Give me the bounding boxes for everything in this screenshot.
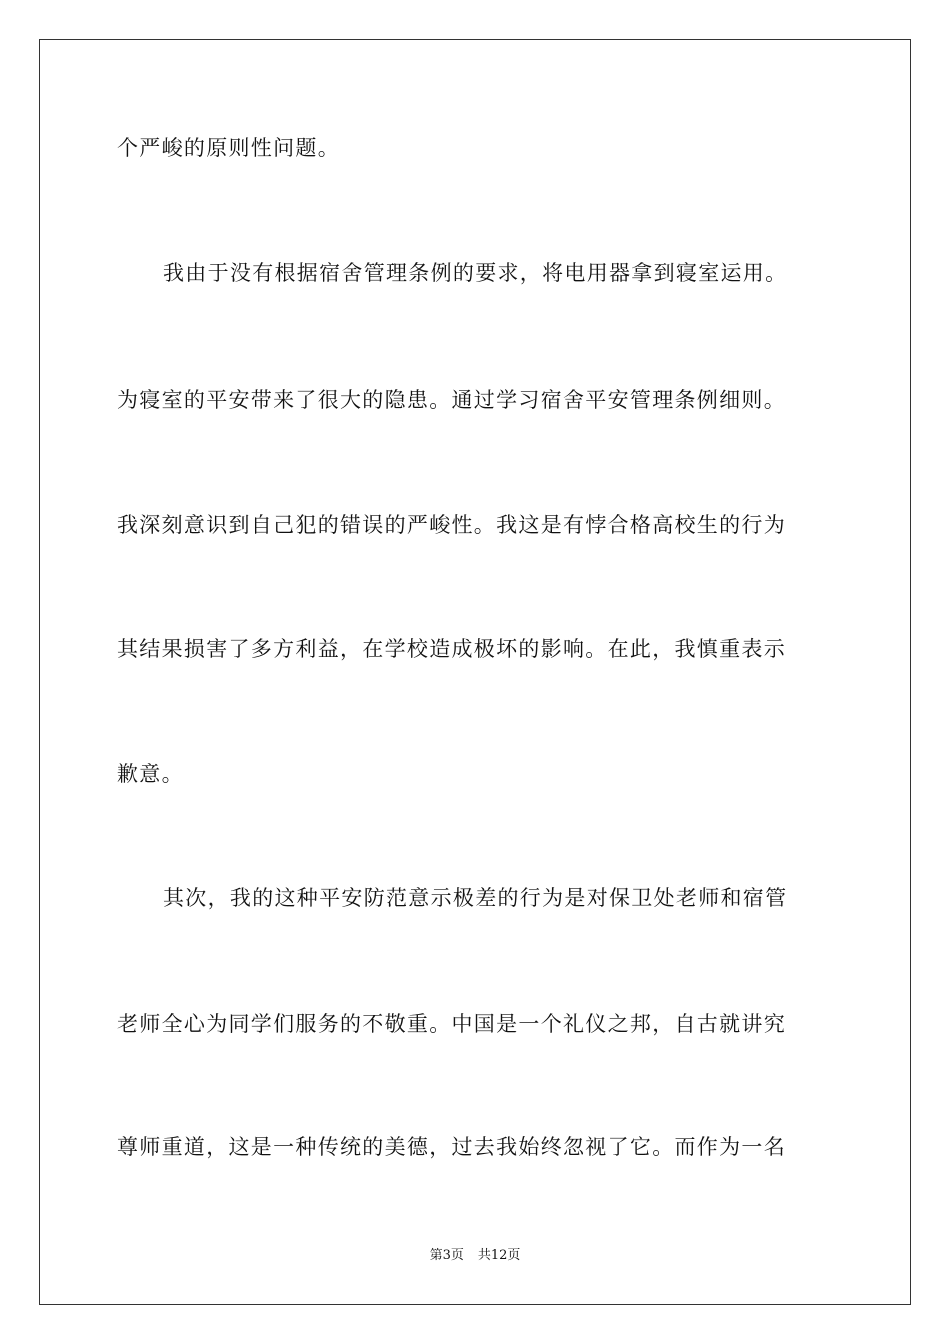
text-line: 老师全心为同学们服务的不敬重。中国是一个礼仪之邦，自古就讲究 bbox=[117, 1012, 786, 1036]
page-number: 第3页 bbox=[429, 1248, 464, 1263]
text-line: 其次，我的这种平安防范意示极差的行为是对保卫处老师和宿管 bbox=[163, 886, 788, 910]
page-border bbox=[39, 39, 911, 1305]
text-line: 歉意。 bbox=[117, 762, 184, 786]
text-line: 尊师重道，这是一种传统的美德，过去我始终忽视了它。而作为一名 bbox=[117, 1135, 786, 1159]
page-footer bbox=[0, 1247, 950, 1265]
text-line: 其结果损害了多方利益，在学校造成极坏的影响。在此，我慎重表示 bbox=[117, 637, 786, 661]
text-line: 个严峻的原则性问题。 bbox=[117, 136, 340, 160]
text-line: 我深刻意识到自己犯的错误的严峻性。我这是有悖合格高校生的行为 bbox=[117, 513, 786, 537]
page-total: 共12页 bbox=[477, 1248, 521, 1263]
text-line: 为寝室的平安带来了很大的隐患。通过学习宿舍平安管理条例细则。 bbox=[117, 388, 786, 412]
text-line: 我由于没有根据宿舍管理条例的要求，将电用器拿到寝室运用。 bbox=[163, 261, 788, 285]
